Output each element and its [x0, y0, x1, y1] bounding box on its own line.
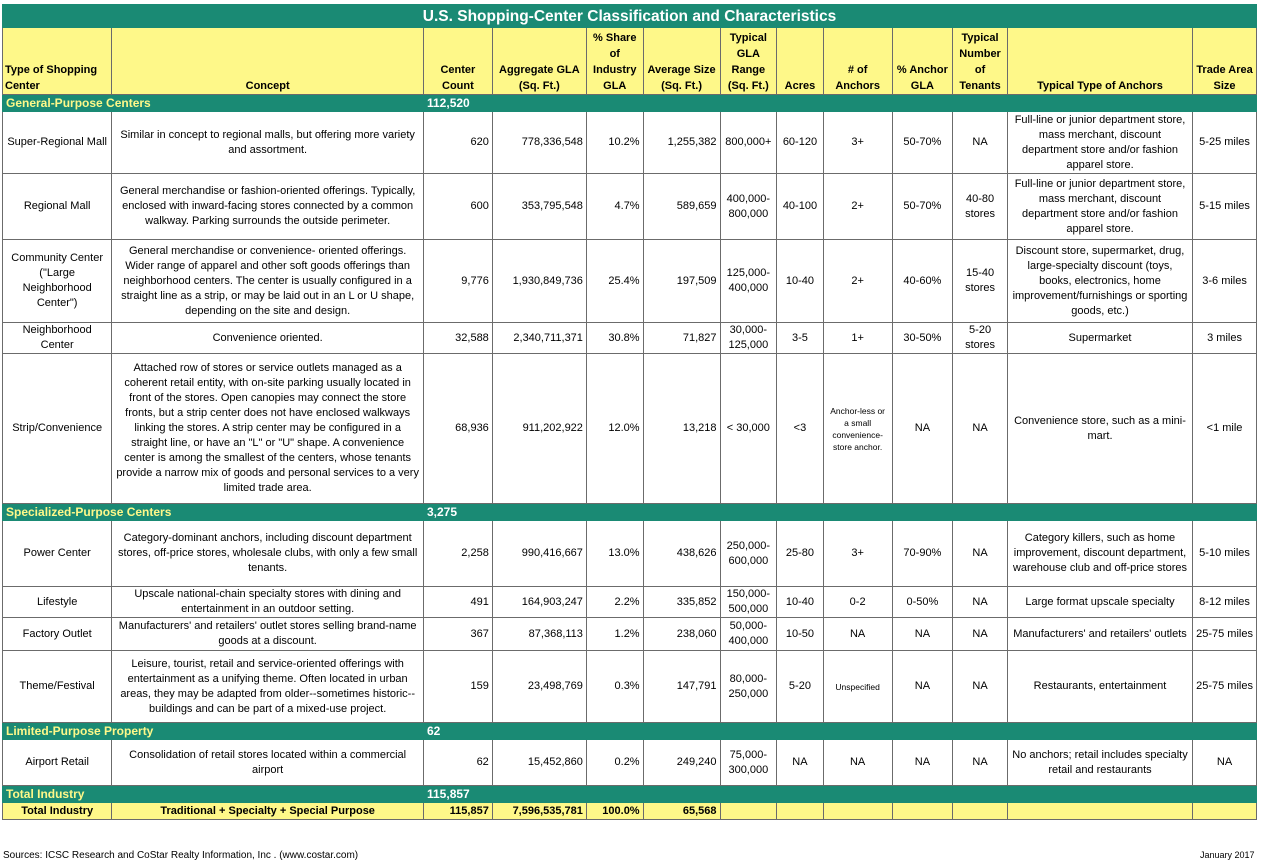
row-tenants: NA [953, 521, 1008, 587]
section-count: 112,520 [424, 95, 493, 112]
row-concept: Consolidation of retail stores located within a commercial airport [112, 740, 424, 786]
table-row [3, 354, 1257, 504]
row-type: Strip/Convenience [3, 354, 112, 504]
shopping-center-table [2, 4, 1257, 820]
row-aggregate-gla: 15,452,860 [492, 740, 586, 786]
row-share: 0.3% [586, 651, 643, 723]
header-center-count: Center Count [424, 28, 493, 95]
row-concept: Leisure, tourist, retail and service-oriented offerings with entertainment as a unifying theme. Often located in urban areas, they may be adapted from older--sometimes historic--buildings and can be part of a mixed-use project. [112, 651, 424, 723]
row-aggregate-gla: 1,930,849,736 [492, 240, 586, 323]
section-count: 3,275 [424, 504, 493, 521]
row-acres: 3-5 [777, 323, 824, 354]
row-anchor-gla: 0-50% [892, 587, 953, 618]
header-aggregate-gla: Aggregate GLA (Sq. Ft.) [492, 28, 586, 95]
row-trade-area: <1 mile [1193, 354, 1257, 504]
row-type: Theme/Festival [3, 651, 112, 723]
row-center-count: 600 [424, 174, 493, 240]
row-aggregate-gla: 778,336,548 [492, 112, 586, 174]
section-row-specialized [3, 504, 1257, 521]
row-gla-range: 400,000-800,000 [720, 174, 777, 240]
total-center-count: 115,857 [424, 803, 493, 820]
header-anchor-gla: % Anchor GLA [892, 28, 953, 95]
table-row [3, 651, 1257, 723]
row-average-size: 147,791 [643, 651, 720, 723]
row-type: Super-Regional Mall [3, 112, 112, 174]
section-label: General-Purpose Centers [3, 95, 424, 112]
row-tenants: 40-80 stores [953, 174, 1008, 240]
row-center-count: 9,776 [424, 240, 493, 323]
row-average-size: 13,218 [643, 354, 720, 504]
row-gla-range: 30,000-125,000 [720, 323, 777, 354]
row-anchor-types: No anchors; retail includes specialty retail and restaurants [1007, 740, 1192, 786]
row-anchor-types: Full-line or junior department store, mass merchant, discount department store and/or fashion apparel store. [1007, 112, 1192, 174]
row-average-size: 197,509 [643, 240, 720, 323]
row-average-size: 71,827 [643, 323, 720, 354]
row-trade-area: 3-6 miles [1193, 240, 1257, 323]
row-share: 12.0% [586, 354, 643, 504]
row-tenants: NA [953, 740, 1008, 786]
header-trade-area: Trade Area Size [1193, 28, 1257, 95]
row-trade-area: 3 miles [1193, 323, 1257, 354]
row-trade-area: NA [1193, 740, 1257, 786]
row-anchor-types: Manufacturers' and retailers' outlets [1007, 618, 1192, 651]
row-type: Factory Outlet [3, 618, 112, 651]
row-center-count: 491 [424, 587, 493, 618]
row-trade-area: 25-75 miles [1193, 618, 1257, 651]
row-anchors: 0-2 [823, 587, 892, 618]
row-aggregate-gla: 353,795,548 [492, 174, 586, 240]
row-anchors: Unspecified [823, 651, 892, 723]
row-anchors: 2+ [823, 240, 892, 323]
total-concept: Traditional + Specialty + Special Purpose [112, 803, 424, 820]
row-share: 2.2% [586, 587, 643, 618]
row-tenants: 15-40 stores [953, 240, 1008, 323]
row-acres: 10-40 [777, 587, 824, 618]
header-anchors: # of Anchors [823, 28, 892, 95]
row-gla-range: 250,000-600,000 [720, 521, 777, 587]
row-concept: Manufacturers' and retailers' outlet stores selling brand-name goods at a discount. [112, 618, 424, 651]
row-anchor-types: Large format upscale specialty [1007, 587, 1192, 618]
row-aggregate-gla: 87,368,113 [492, 618, 586, 651]
row-concept: General merchandise or convenience- oriented offerings. Wider range of apparel and other soft goods offerings than neighborhood centers. The center is usually configured in a straight line as a strip, or may be laid out in an L or U shape, depending on the site and design. [112, 240, 424, 323]
header-acres: Acres [777, 28, 824, 95]
row-type: Community Center ("Large Neighborhood Center") [3, 240, 112, 323]
source-note: Sources: ICSC Research and CoStar Realty Information, Inc . (www.costar.com) [3, 850, 359, 861]
row-center-count: 620 [424, 112, 493, 174]
row-gla-range: 50,000-400,000 [720, 618, 777, 651]
row-center-count: 159 [424, 651, 493, 723]
row-gla-range: 150,000-500,000 [720, 587, 777, 618]
section-filler [492, 723, 1256, 740]
row-anchor-gla: NA [892, 354, 953, 504]
row-tenants: NA [953, 651, 1008, 723]
header-share: % Share of Industry GLA [586, 28, 643, 95]
row-aggregate-gla: 23,498,769 [492, 651, 586, 723]
row-concept: General merchandise or fashion-oriented offerings. Typically, enclosed with inward-facing stores connected by a common walkway. Parking surrounds the outside perimeter. [112, 174, 424, 240]
row-tenants: NA [953, 354, 1008, 504]
section-row-total [3, 786, 1257, 803]
row-anchor-types: Supermarket [1007, 323, 1192, 354]
row-type: Airport Retail [3, 740, 112, 786]
row-gla-range: 80,000-250,000 [720, 651, 777, 723]
section-filler [492, 786, 1256, 803]
total-empty-cell [953, 803, 1008, 820]
section-count: 62 [424, 723, 493, 740]
row-aggregate-gla: 164,903,247 [492, 587, 586, 618]
row-trade-area: 5-10 miles [1193, 521, 1257, 587]
row-anchor-gla: 40-60% [892, 240, 953, 323]
row-share: 4.7% [586, 174, 643, 240]
row-average-size: 1,255,382 [643, 112, 720, 174]
row-anchor-gla: 50-70% [892, 174, 953, 240]
table-row [3, 323, 1257, 354]
row-trade-area: 25-75 miles [1193, 651, 1257, 723]
row-acres: <3 [777, 354, 824, 504]
section-label: Total Industry [3, 786, 424, 803]
total-average-size: 65,568 [643, 803, 720, 820]
table-row [3, 174, 1257, 240]
header-tenants: Typical Number of Tenants [953, 28, 1008, 95]
row-anchors: 2+ [823, 174, 892, 240]
row-average-size: 438,626 [643, 521, 720, 587]
classification-table-sheet [2, 4, 1257, 820]
row-share: 10.2% [586, 112, 643, 174]
row-anchors: NA [823, 740, 892, 786]
row-acres: 60-120 [777, 112, 824, 174]
table-row [3, 587, 1257, 618]
header-anchor-types: Typical Type of Anchors [1007, 28, 1192, 95]
table-row [3, 521, 1257, 587]
row-anchors: NA [823, 618, 892, 651]
section-label: Limited-Purpose Property [3, 723, 424, 740]
row-share: 1.2% [586, 618, 643, 651]
row-tenants: 5-20 stores [953, 323, 1008, 354]
row-concept: Convenience oriented. [112, 323, 424, 354]
row-anchors: 3+ [823, 521, 892, 587]
total-empty-cell [1007, 803, 1192, 820]
row-average-size: 589,659 [643, 174, 720, 240]
section-row-limited [3, 723, 1257, 740]
row-acres: NA [777, 740, 824, 786]
table-row [3, 740, 1257, 786]
row-aggregate-gla: 911,202,922 [492, 354, 586, 504]
row-gla-range: < 30,000 [720, 354, 777, 504]
row-anchors: 1+ [823, 323, 892, 354]
header-type: Type of Shopping Center [3, 28, 112, 95]
table-row [3, 240, 1257, 323]
row-tenants: NA [953, 112, 1008, 174]
row-center-count: 367 [424, 618, 493, 651]
row-anchor-gla: NA [892, 740, 953, 786]
row-gla-range: 800,000+ [720, 112, 777, 174]
row-anchor-gla: 70-90% [892, 521, 953, 587]
row-anchor-types: Full-line or junior department store, mass merchant, discount department store and/or fashion apparel store. [1007, 174, 1192, 240]
total-empty-cell [777, 803, 824, 820]
row-center-count: 68,936 [424, 354, 493, 504]
row-center-count: 62 [424, 740, 493, 786]
row-share: 0.2% [586, 740, 643, 786]
row-type: Lifestyle [3, 587, 112, 618]
row-concept: Attached row of stores or service outlets managed as a coherent retail entity, with on-site parking usually located in front of the stores. Open canopies may connect the store fronts, but a strip center does not have enclosed walkways linking the stores. A strip center may be configured in a straight line, or have an "L" or "U" shape. A convenience center is among the smallest of the centers, whose tenants provide a narrow mix of goods and personal services to a very limited trade area. [112, 354, 424, 504]
row-gla-range: 75,000-300,000 [720, 740, 777, 786]
section-filler [492, 95, 1256, 112]
row-center-count: 2,258 [424, 521, 493, 587]
total-aggregate-gla: 7,596,535,781 [492, 803, 586, 820]
row-type: Regional Mall [3, 174, 112, 240]
section-filler [492, 504, 1256, 521]
table-title: U.S. Shopping-Center Classification and Characteristics [3, 5, 1257, 28]
row-anchor-gla: NA [892, 618, 953, 651]
row-tenants: NA [953, 618, 1008, 651]
row-anchors: Anchor-less or a small convenience-store anchor. [823, 354, 892, 504]
row-aggregate-gla: 990,416,667 [492, 521, 586, 587]
row-concept: Similar in concept to regional malls, but offering more variety and assortment. [112, 112, 424, 174]
total-row [3, 803, 1257, 820]
date-note: January 2017 [1200, 850, 1255, 860]
row-anchor-gla: 30-50% [892, 323, 953, 354]
header-average-size: Average Size (Sq. Ft.) [643, 28, 720, 95]
row-acres: 10-50 [777, 618, 824, 651]
row-anchor-types: Category killers, such as home improvement, discount department, warehouse club and off-price stores [1007, 521, 1192, 587]
total-label: Total Industry [3, 803, 112, 820]
section-label: Specialized-Purpose Centers [3, 504, 424, 521]
section-row-general [3, 95, 1257, 112]
total-empty-cell [892, 803, 953, 820]
total-empty-cell [720, 803, 777, 820]
row-anchor-gla: NA [892, 651, 953, 723]
row-trade-area: 8-12 miles [1193, 587, 1257, 618]
row-anchor-types: Restaurants, entertainment [1007, 651, 1192, 723]
total-share: 100.0% [586, 803, 643, 820]
row-average-size: 249,240 [643, 740, 720, 786]
total-empty-cell [823, 803, 892, 820]
row-acres: 5-20 [777, 651, 824, 723]
row-share: 30.8% [586, 323, 643, 354]
row-acres: 25-80 [777, 521, 824, 587]
row-concept: Category-dominant anchors, including discount department stores, off-price stores, wholesale clubs, with only a few small tenants. [112, 521, 424, 587]
row-type: Power Center [3, 521, 112, 587]
row-type: Neighborhood Center [3, 323, 112, 354]
row-average-size: 335,852 [643, 587, 720, 618]
row-tenants: NA [953, 587, 1008, 618]
header-gla-range: Typical GLA Range (Sq. Ft.) [720, 28, 777, 95]
row-share: 25.4% [586, 240, 643, 323]
table-row [3, 618, 1257, 651]
row-trade-area: 5-25 miles [1193, 112, 1257, 174]
row-concept: Upscale national-chain specialty stores with dining and entertainment in an outdoor setting. [112, 587, 424, 618]
row-anchors: 3+ [823, 112, 892, 174]
row-anchor-types: Convenience store, such as a mini-mart. [1007, 354, 1192, 504]
row-gla-range: 125,000-400,000 [720, 240, 777, 323]
row-share: 13.0% [586, 521, 643, 587]
section-count: 115,857 [424, 786, 493, 803]
row-acres: 10-40 [777, 240, 824, 323]
row-center-count: 32,588 [424, 323, 493, 354]
total-empty-cell [1193, 803, 1257, 820]
header-concept: Concept [112, 28, 424, 95]
row-aggregate-gla: 2,340,711,371 [492, 323, 586, 354]
table-row [3, 112, 1257, 174]
row-trade-area: 5-15 miles [1193, 174, 1257, 240]
row-anchor-gla: 50-70% [892, 112, 953, 174]
row-anchor-types: Discount store, supermarket, drug, large-specialty discount (toys, books, electronics, home improvement/furnishings or sporting goods, etc.) [1007, 240, 1192, 323]
row-average-size: 238,060 [643, 618, 720, 651]
row-acres: 40-100 [777, 174, 824, 240]
